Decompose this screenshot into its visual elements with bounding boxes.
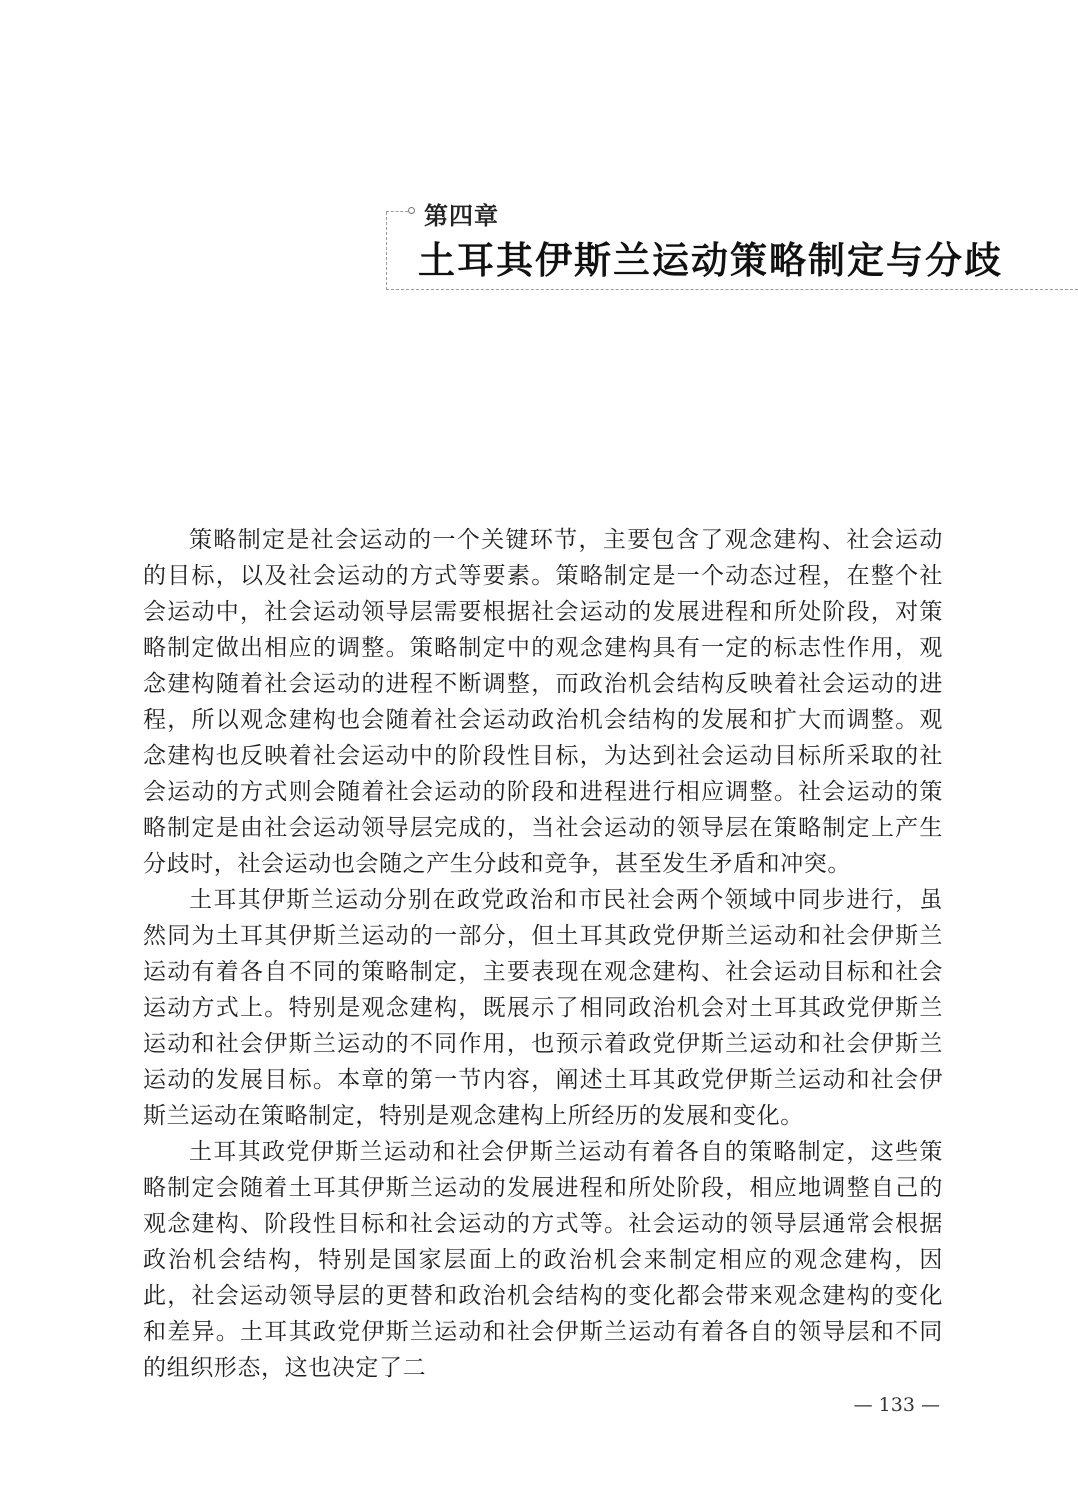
body-text — [143, 522, 943, 1386]
paragraph-2: 土耳其伊斯兰运动分别在政党政治和市民社会两个领域中同步进行，虽然同为土耳其伊斯兰运动的一部分，但土耳其政党伊斯兰运动和社会伊斯兰运动有着各自不同的策略制定，主要表现在观念建构、社会运动目标和社会运动方式上。特别是观念建构，既展示了相同政治机会对土耳其政党伊斯兰运动和社会伊斯兰运动的不同作用，也预示着政党伊斯兰运动和社会伊斯兰运动的发展目标。本章的第一节内容，阐述土耳其政党伊斯兰运动和社会伊斯兰运动在策略制定，特别是观念建构上所经历的发展和变化。 — [143, 887, 943, 1129]
chapter-header — [386, 190, 1078, 295]
circle-ornament-icon — [408, 207, 415, 214]
chapter-label: 第四章 — [424, 202, 499, 230]
chapter-title: 土耳其伊斯兰运动策略制定与分歧 — [418, 239, 1003, 282]
paragraph-1: 策略制定是社会运动的一个关键环节，主要包含了观念建构、社会运动的目标，以及社会运动的方式等要素。策略制定是一个动态过程，在整个社会运动中，社会运动领导层需要根据社会运动的发展进程和所处阶段，对策略制定做出相应的调整。策略制定中的观念建构具有一定的标志性作用，观念建构随着社会运动的进程不断调整，而政治机会结构反映着社会运动的进程，所以观念建构也会随着社会运动政治机会结构的发展和扩大而调整。观念建构也反映着社会运动中的阶段性目标，为达到社会运动目标所采取的社会运动的方式则会随着社会运动的阶段和进程进行相应调整。社会运动的策略制定是由社会运动领导层完成的，当社会运动的领导层在策略制定上产生分歧时，社会运动也会随之产生分歧和竞争，甚至发生矛盾和冲突。 — [143, 527, 943, 877]
chapter-dashed-rule — [386, 211, 408, 212]
page-number: — 133 — — [853, 1394, 940, 1416]
paragraph-3: 土耳其政党伊斯兰运动和社会伊斯兰运动有着各自的策略制定，这些策略制定会随着土耳其伊斯兰运动的发展进程和所处阶段，相应地调整自己的观念建构、阶段性目标和社会运动的方式等。社会运动的领导层通常会根据政治机会结构，特别是国家层面上的政治机会来制定相应的观念建构，因此，社会运动领导层的更替和政治机会结构的变化都会带来观念建构的变化和差异。土耳其政党伊斯兰运动和社会伊斯兰运动有着各自的领导层和不同的组织形态，这也决定了二 — [143, 1139, 943, 1381]
